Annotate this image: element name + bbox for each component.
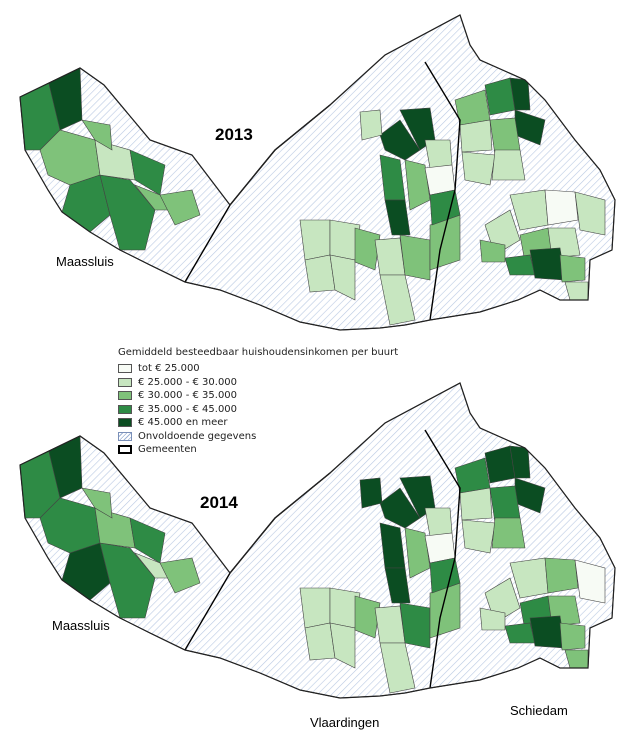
legend-label: Onvoldoende gegevens (138, 430, 257, 442)
map-2013 (20, 15, 615, 330)
legend-swatch (118, 378, 132, 387)
legend-item (118, 443, 398, 457)
place-label-vlaardingen: Vlaardingen (310, 715, 380, 730)
legend-item (118, 403, 398, 417)
map-legend (118, 347, 398, 457)
legend-label: Gemeenten (138, 444, 197, 456)
legend-label: tot € 25.000 (138, 363, 200, 375)
legend-label: € 35.000 - € 45.000 (138, 403, 238, 415)
legend-item (118, 430, 398, 444)
legend-title: Gemiddeld besteedbaar huishoudensinkomen per buurt (118, 347, 399, 358)
legend-swatch (118, 405, 132, 414)
legend-item (118, 389, 398, 403)
legend-label: € 45.000 en meer (138, 417, 228, 429)
legend-label: € 25.000 - € 30.000 (138, 376, 238, 388)
place-label-maassluis-2014: Maassluis (52, 618, 110, 633)
map-title-2013: 2013 (215, 125, 253, 144)
legend-swatch-hatch (118, 432, 132, 441)
legend-swatch (118, 391, 132, 400)
legend-swatch (118, 364, 132, 373)
legend-swatch (118, 418, 132, 427)
place-label-schiedam: Schiedam (510, 703, 568, 718)
legend-item (118, 362, 398, 376)
legend-label: € 30.000 - € 35.000 (138, 390, 238, 402)
legend-item (118, 416, 398, 430)
map-title-2014: 2014 (200, 493, 238, 512)
legend-item (118, 376, 398, 390)
legend-swatch-outline (118, 445, 132, 454)
place-label-maassluis-2013: Maassluis (56, 254, 114, 269)
